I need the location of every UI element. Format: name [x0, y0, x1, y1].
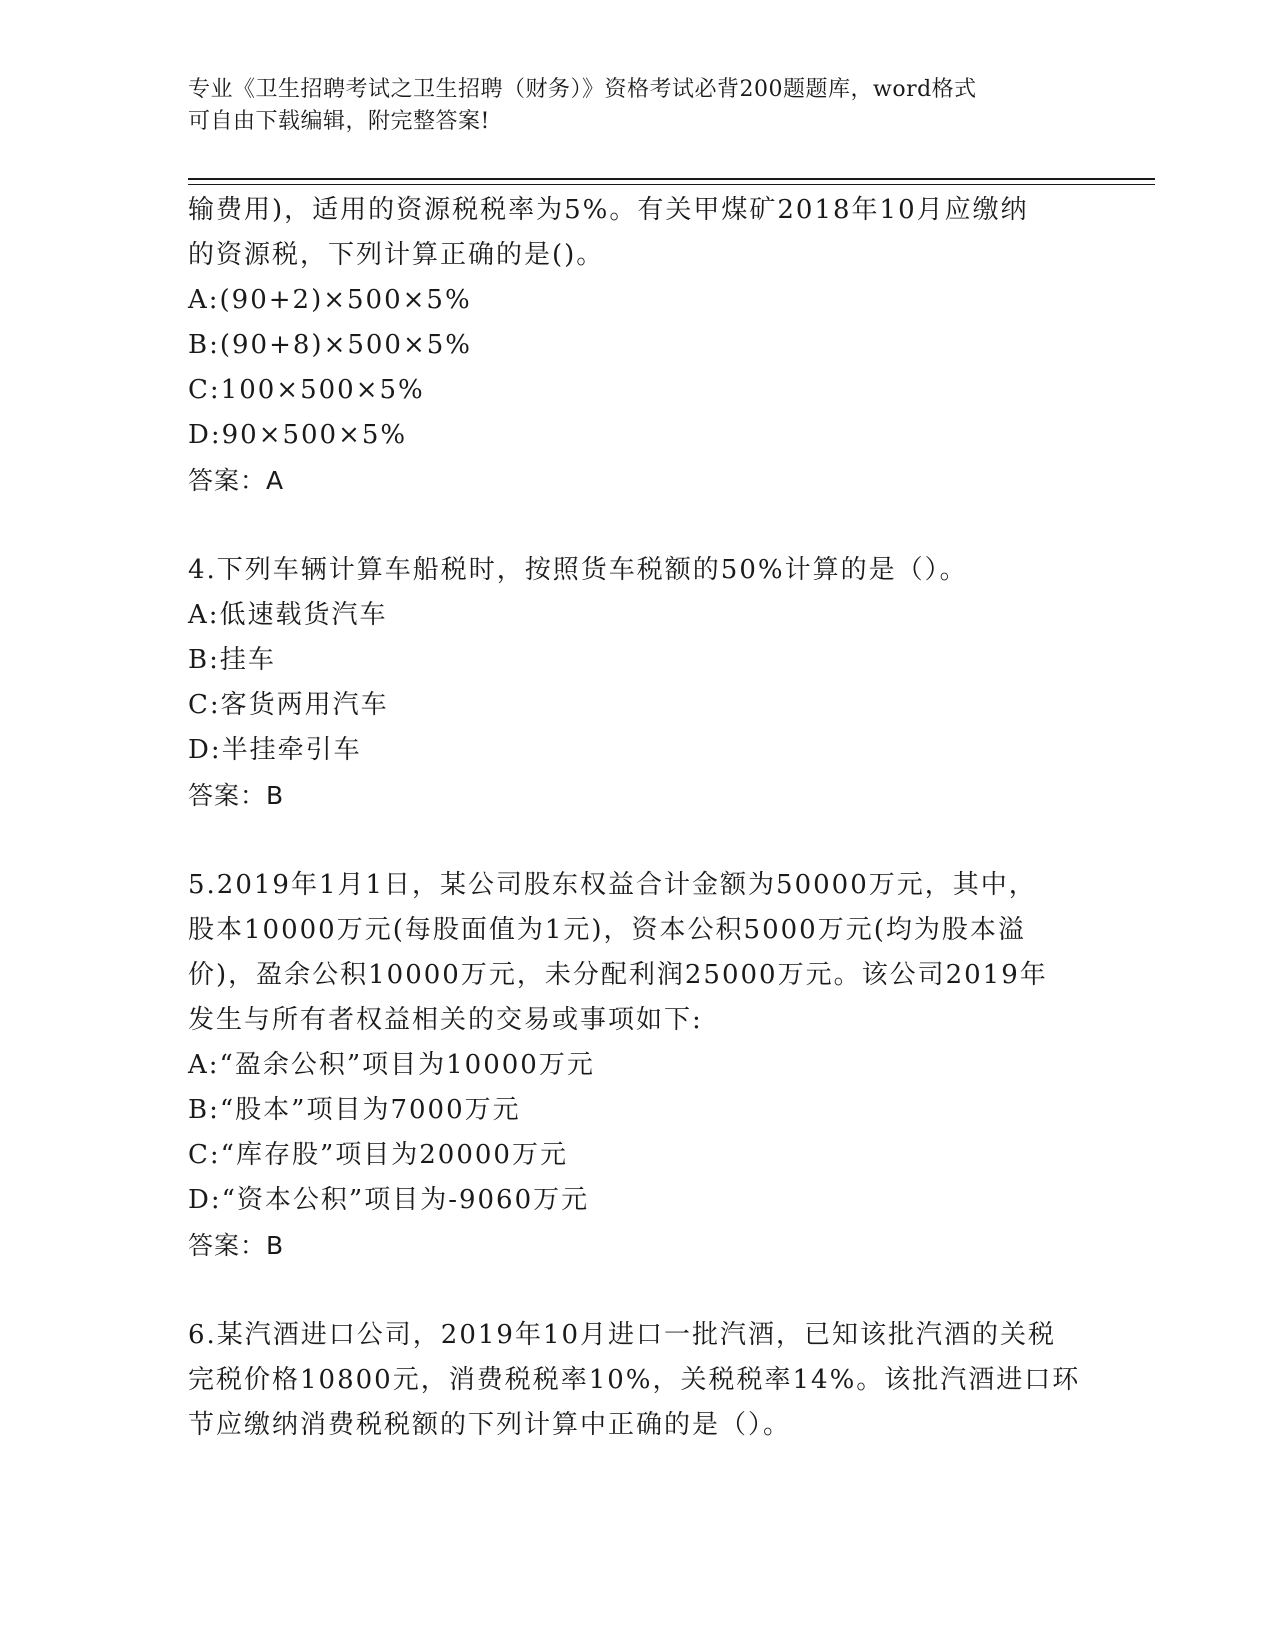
question-5-text-line-2: 股本10000万元(每股面值为1元)，资本公积5000万元(均为股本溢: [188, 915, 1026, 945]
header-rule-thin: [188, 184, 1155, 185]
question-5-text-line-1: 5.2019年1月1日，某公司股东权益合计金额为50000万元，其中，: [188, 870, 1037, 900]
question-5-option-d: D:“资本公积”项目为-9060万元: [188, 1185, 590, 1215]
spacer: [188, 818, 1088, 863]
question-3-text-line-1: 输费用)，适用的资源税税率为5%。有关甲煤矿2018年10月应缴纳: [188, 195, 1029, 225]
question-5-answer: 答案：B: [188, 1231, 285, 1260]
question-6-text-line-1: 6.某汽酒进口公司，2019年10月进口一批汽酒，已知该批汽酒的关税: [188, 1320, 1057, 1350]
question-content: [188, 188, 1088, 1448]
question-5-option-a: A:“盈余公积”项目为10000万元: [188, 1050, 595, 1080]
question-4-option-d: D:半挂牵引车: [188, 735, 362, 765]
question-6-text-line-3: 节应缴纳消费税税额的下列计算中正确的是（）。: [188, 1410, 792, 1440]
question-6-text-line-2: 完税价格10800元，消费税税率10%，关税税率14%。该批汽酒进口环: [188, 1365, 1081, 1395]
question-4-answer: 答案：B: [188, 781, 285, 810]
question-3-option-d: D:90×500×5%: [188, 420, 408, 450]
question-3-option-a: A:(90+2)×500×5%: [188, 285, 472, 315]
document-header: [188, 74, 1088, 138]
question-3-option-c: C:100×500×5%: [188, 375, 425, 405]
question-5-text-line-3: 价)，盈余公积10000万元，未分配利润25000万元。该公司2019年: [188, 960, 1048, 990]
question-3-answer: 答案：A: [188, 466, 285, 495]
spacer: [188, 1268, 1088, 1313]
question-4-text-line-1: 4.下列车辆计算车船税时，按照货车税额的50%计算的是（）。: [188, 555, 968, 585]
question-3: [188, 188, 1088, 503]
header-title-line-2: 可自由下载编辑，附完整答案!: [188, 109, 490, 134]
question-5-option-c: C:“库存股”项目为20000万元: [188, 1140, 568, 1170]
header-title-line-1: 专业《卫生招聘考试之卫生招聘（财务）》资格考试必背200题题库，word格式: [188, 77, 977, 102]
question-4-option-c: C:客货两用汽车: [188, 690, 389, 720]
spacer: [188, 503, 1088, 548]
question-4-option-a: A:低速载货汽车: [188, 600, 388, 630]
question-5: [188, 863, 1088, 1268]
question-3-option-b: B:(90+8)×500×5%: [188, 330, 473, 360]
question-4-option-b: B:挂车: [188, 645, 276, 675]
question-3-text-line-2: 的资源税，下列计算正确的是()。: [188, 240, 605, 270]
question-4: [188, 548, 1088, 818]
question-5-text-line-4: 发生与所有者权益相关的交易或事项如下:: [188, 1005, 703, 1035]
header-rule-thick: [188, 178, 1155, 180]
question-6: [188, 1313, 1088, 1448]
question-5-option-b: B:“股本”项目为7000万元: [188, 1095, 521, 1125]
